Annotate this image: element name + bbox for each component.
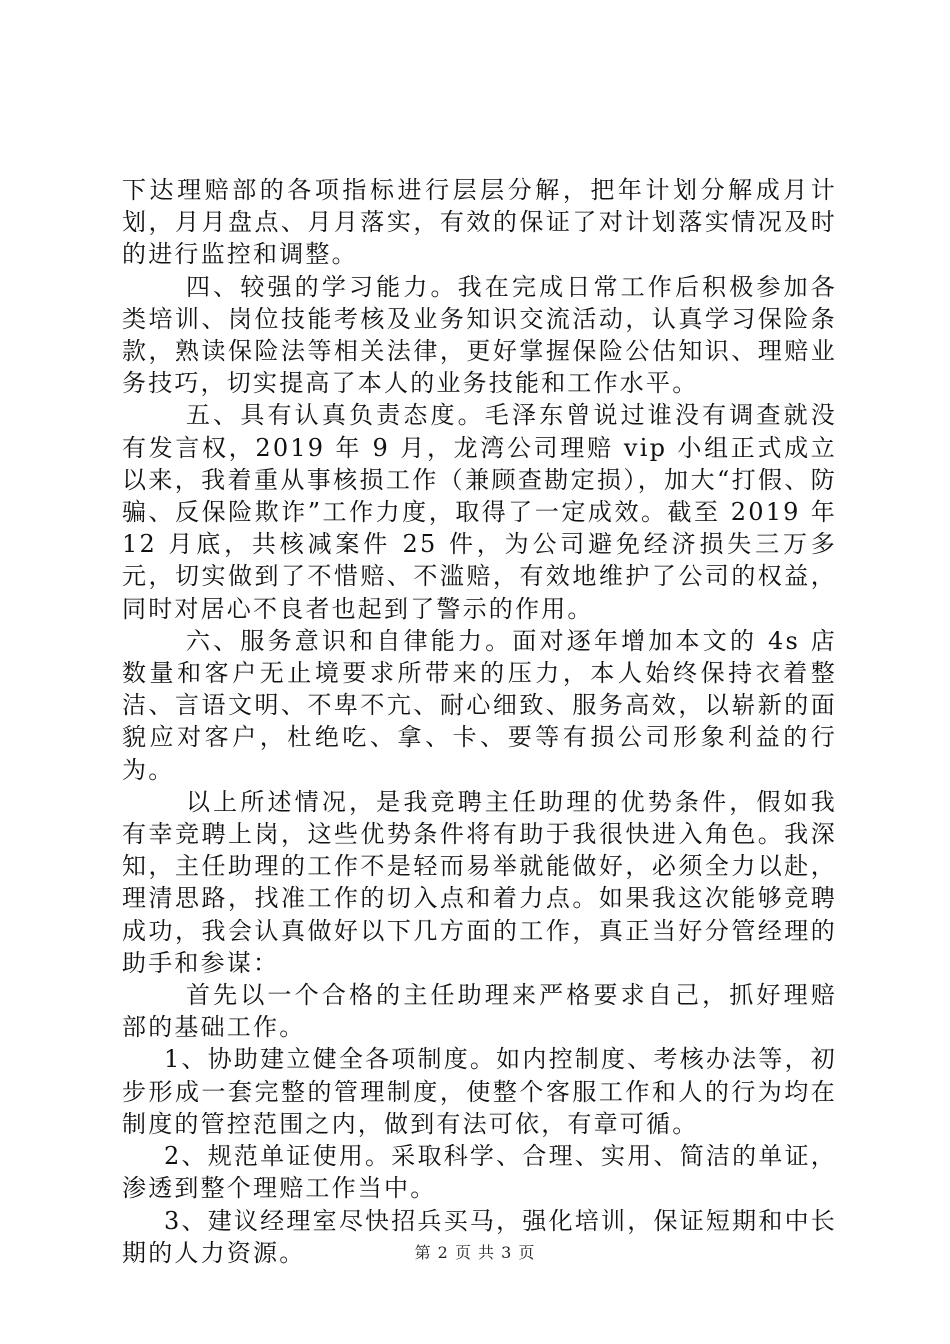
paragraph-continuation: 下达理赔部的各项指标进行层层分解，把年计划分解成月计划，月月盘点、月月落实，有效的保证了对计划落实情况及时的进行监控和调整。 — [122, 176, 837, 269]
paragraph-responsibility: 五、具有认真负责态度。毛泽东曾说过谁没有调查就没有发言权，2019 年 9 月，龙湾公司理赔 vip 小组正式成立以来，我着重从事核损工作（兼顾查勘定损），加大“打假、防骗、反保险欺诈”工作力度，取得了一定成效。截至 2019 年 12 月底，共核减案件 25 件，为公司避免经济损失三万多元，切实做到了不惜赔、不滥赔，有效地维护了公司的权益，同时对居心不良者也起到了警示的作用。 — [122, 401, 837, 623]
paragraph-service-awareness: 六、服务意识和自律能力。面对逐年增加本文的 4s 店数量和客户无止境要求所带来的压力，本人始终保持衣着整洁、言语文明、不卑不亢、耐心细致、服务高效，以崭新的面貌应对客户，杜绝吃、拿、卡、要等有损公司形象利益的行为。 — [122, 626, 837, 784]
paragraph-item-3: 3、建议经理室尽快招兵买马，强化培训，保证短期和中长期的人力资源。 — [122, 1206, 837, 1267]
paragraph-learning-ability: 四、较强的学习能力。我在完成日常工作后积极参加各类培训、岗位技能考核及业务知识交流活动，认真学习保险条款，熟读保险法等相关法律，更好掌握保险公估知识、理赔业务技巧，切实提高了本人的业务技能和工作水平。 — [122, 272, 837, 398]
paragraph-first-goal: 首先以一个合格的主任助理来严格要求自己，抓好理赔部的基础工作。 — [122, 981, 837, 1042]
paragraph-item-1: 1、协助建立健全各项制度。如内控制度、考核办法等，初步形成一套完整的管理制度，使整个客服工作和人的行为均在制度的管控范围之内，做到有法可依，有章可循。 — [122, 1045, 837, 1138]
page-footer: 第 2 页 共 3 页 — [414, 1243, 536, 1262]
paragraph-summary: 以上所述情况，是我竞聘主任助理的优势条件，假如我有幸竞聘上岗，这些优势条件将有助于我很快进入角色。我深知，主任助理的工作不是轻而易举就能做好，必须全力以赴，理清思路，找准工作的切入点和着力点。如果我这次能够竞聘成功，我会认真做好以下几方面的工作，真正当好分管经理的助手和参谋： — [122, 787, 837, 977]
document-body — [122, 174, 837, 1269]
paragraph-item-2: 2、规范单证使用。采取科学、合理、实用、简洁的单证，渗透到整个理赔工作当中。 — [122, 1142, 837, 1203]
